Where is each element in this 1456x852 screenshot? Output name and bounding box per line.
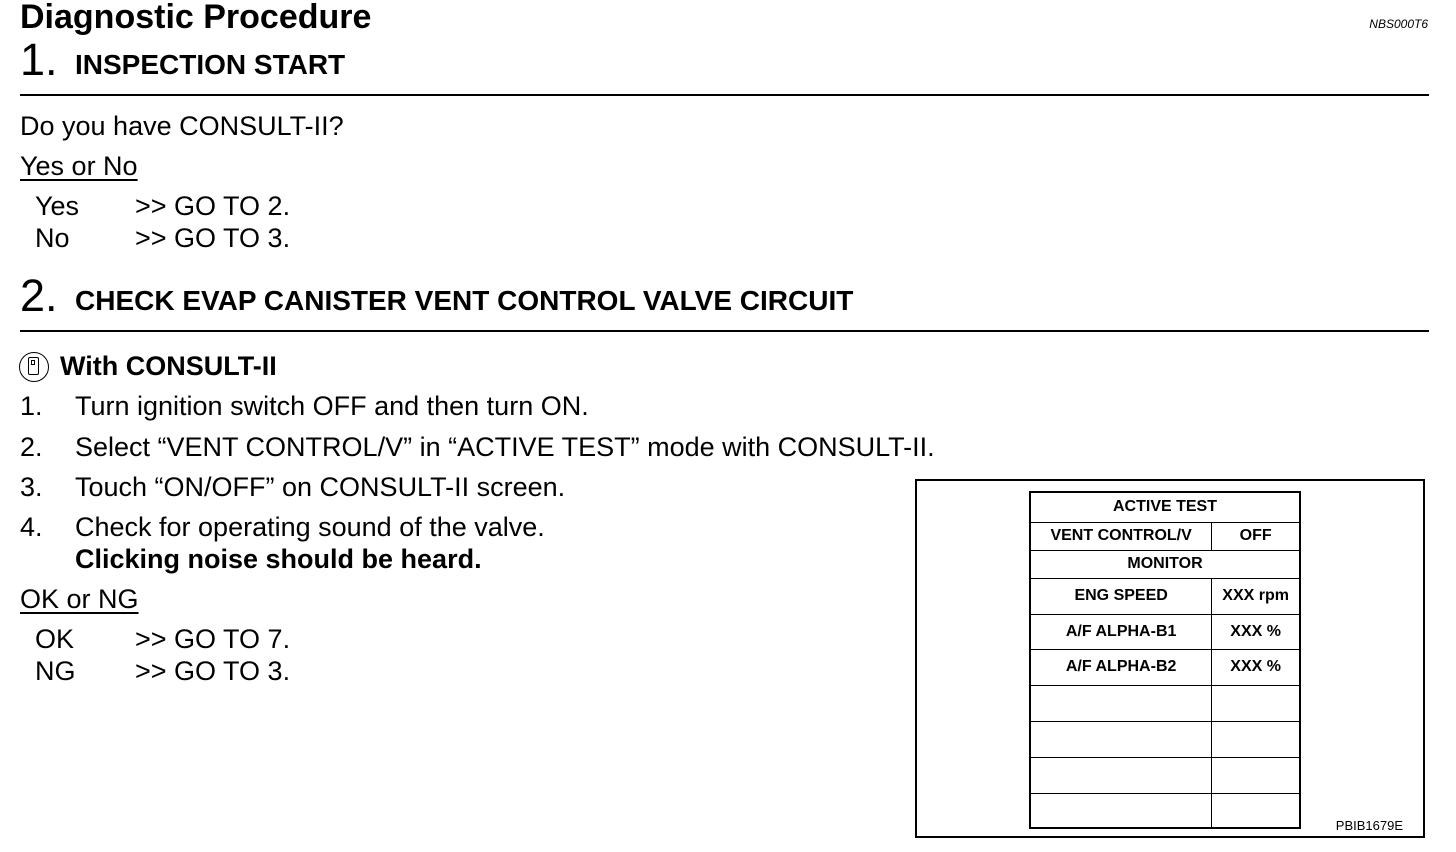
- monitor-row-item: [1030, 685, 1212, 721]
- step-2-divider: [20, 330, 1429, 332]
- step-2-choice-label: OK or NG: [20, 584, 139, 614]
- step-1-title: INSPECTION START: [75, 49, 346, 80]
- step-1-choice-label: Yes or No: [20, 151, 138, 181]
- test-item-label: VENT CONTROL/V: [1030, 522, 1212, 550]
- step-2-answer-ng-action: >> GO TO 3.: [135, 656, 291, 686]
- monitor-row-value: [1212, 685, 1300, 721]
- instruction-4-number: 4.: [20, 512, 43, 542]
- monitor-row-value: XXX rpm: [1212, 578, 1300, 614]
- monitor-row-value: [1212, 793, 1300, 828]
- active-test-header: ACTIVE TEST: [1030, 492, 1300, 522]
- instruction-3-text: Touch “ON/OFF” on CONSULT-II screen.: [75, 472, 566, 502]
- instruction-1-number: 1.: [20, 391, 43, 421]
- instruction-4-note: Clicking noise should be heard.: [75, 544, 482, 574]
- step-1-divider: [20, 94, 1429, 96]
- monitor-row-item: [1030, 757, 1212, 793]
- step-2-answer-ok: OK: [35, 624, 75, 654]
- monitor-row-value: [1212, 757, 1300, 793]
- consult-screen-figure: [915, 479, 1425, 838]
- step-1-answer-yes-action: >> GO TO 2.: [135, 191, 291, 221]
- step-2-title: CHECK EVAP CANISTER VENT CONTROL VALVE CIRCUIT: [75, 285, 854, 316]
- active-test-table: [1029, 491, 1301, 829]
- monitor-row-item: A/F ALPHA-B2: [1030, 649, 1212, 685]
- step-1-answer-yes: Yes: [35, 191, 80, 221]
- monitor-row-item: ENG SPEED: [1030, 578, 1212, 614]
- consult-icon: [19, 352, 49, 382]
- monitor-row-item: [1030, 793, 1212, 828]
- monitor-row-value: [1212, 721, 1300, 757]
- document-code: NBS000T6: [1369, 17, 1428, 31]
- instruction-2-text: Select “VENT CONTROL/V” in “ACTIVE TEST” mode with CONSULT-II.: [75, 432, 935, 462]
- step-2-number: 2.: [20, 270, 58, 321]
- instruction-2-number: 2.: [20, 432, 43, 462]
- step-1-number: 1.: [20, 34, 58, 85]
- monitor-row-item: [1030, 721, 1212, 757]
- step-2-answer-ng: NG: [35, 656, 76, 686]
- figure-code: PBIB1679E: [1335, 818, 1403, 833]
- step-1-question: Do you have CONSULT-II?: [20, 111, 344, 141]
- instruction-1-text: Turn ignition switch OFF and then turn ON.: [75, 391, 589, 421]
- monitor-row-value: XXX %: [1212, 649, 1300, 685]
- monitor-label: MONITOR: [1030, 550, 1300, 578]
- step-1-answer-no: No: [35, 223, 70, 253]
- instruction-3-number: 3.: [20, 472, 43, 502]
- test-item-value: OFF: [1212, 522, 1300, 550]
- instruction-4-text: Check for operating sound of the valve.: [75, 512, 545, 542]
- monitor-row-item: A/F ALPHA-B1: [1030, 614, 1212, 649]
- step-2-answer-ok-action: >> GO TO 7.: [135, 624, 291, 654]
- with-consult-label: With CONSULT-II: [60, 351, 277, 381]
- page-title: Diagnostic Procedure: [20, 0, 372, 36]
- step-1-answer-no-action: >> GO TO 3.: [135, 223, 291, 253]
- monitor-row-value: XXX %: [1212, 614, 1300, 649]
